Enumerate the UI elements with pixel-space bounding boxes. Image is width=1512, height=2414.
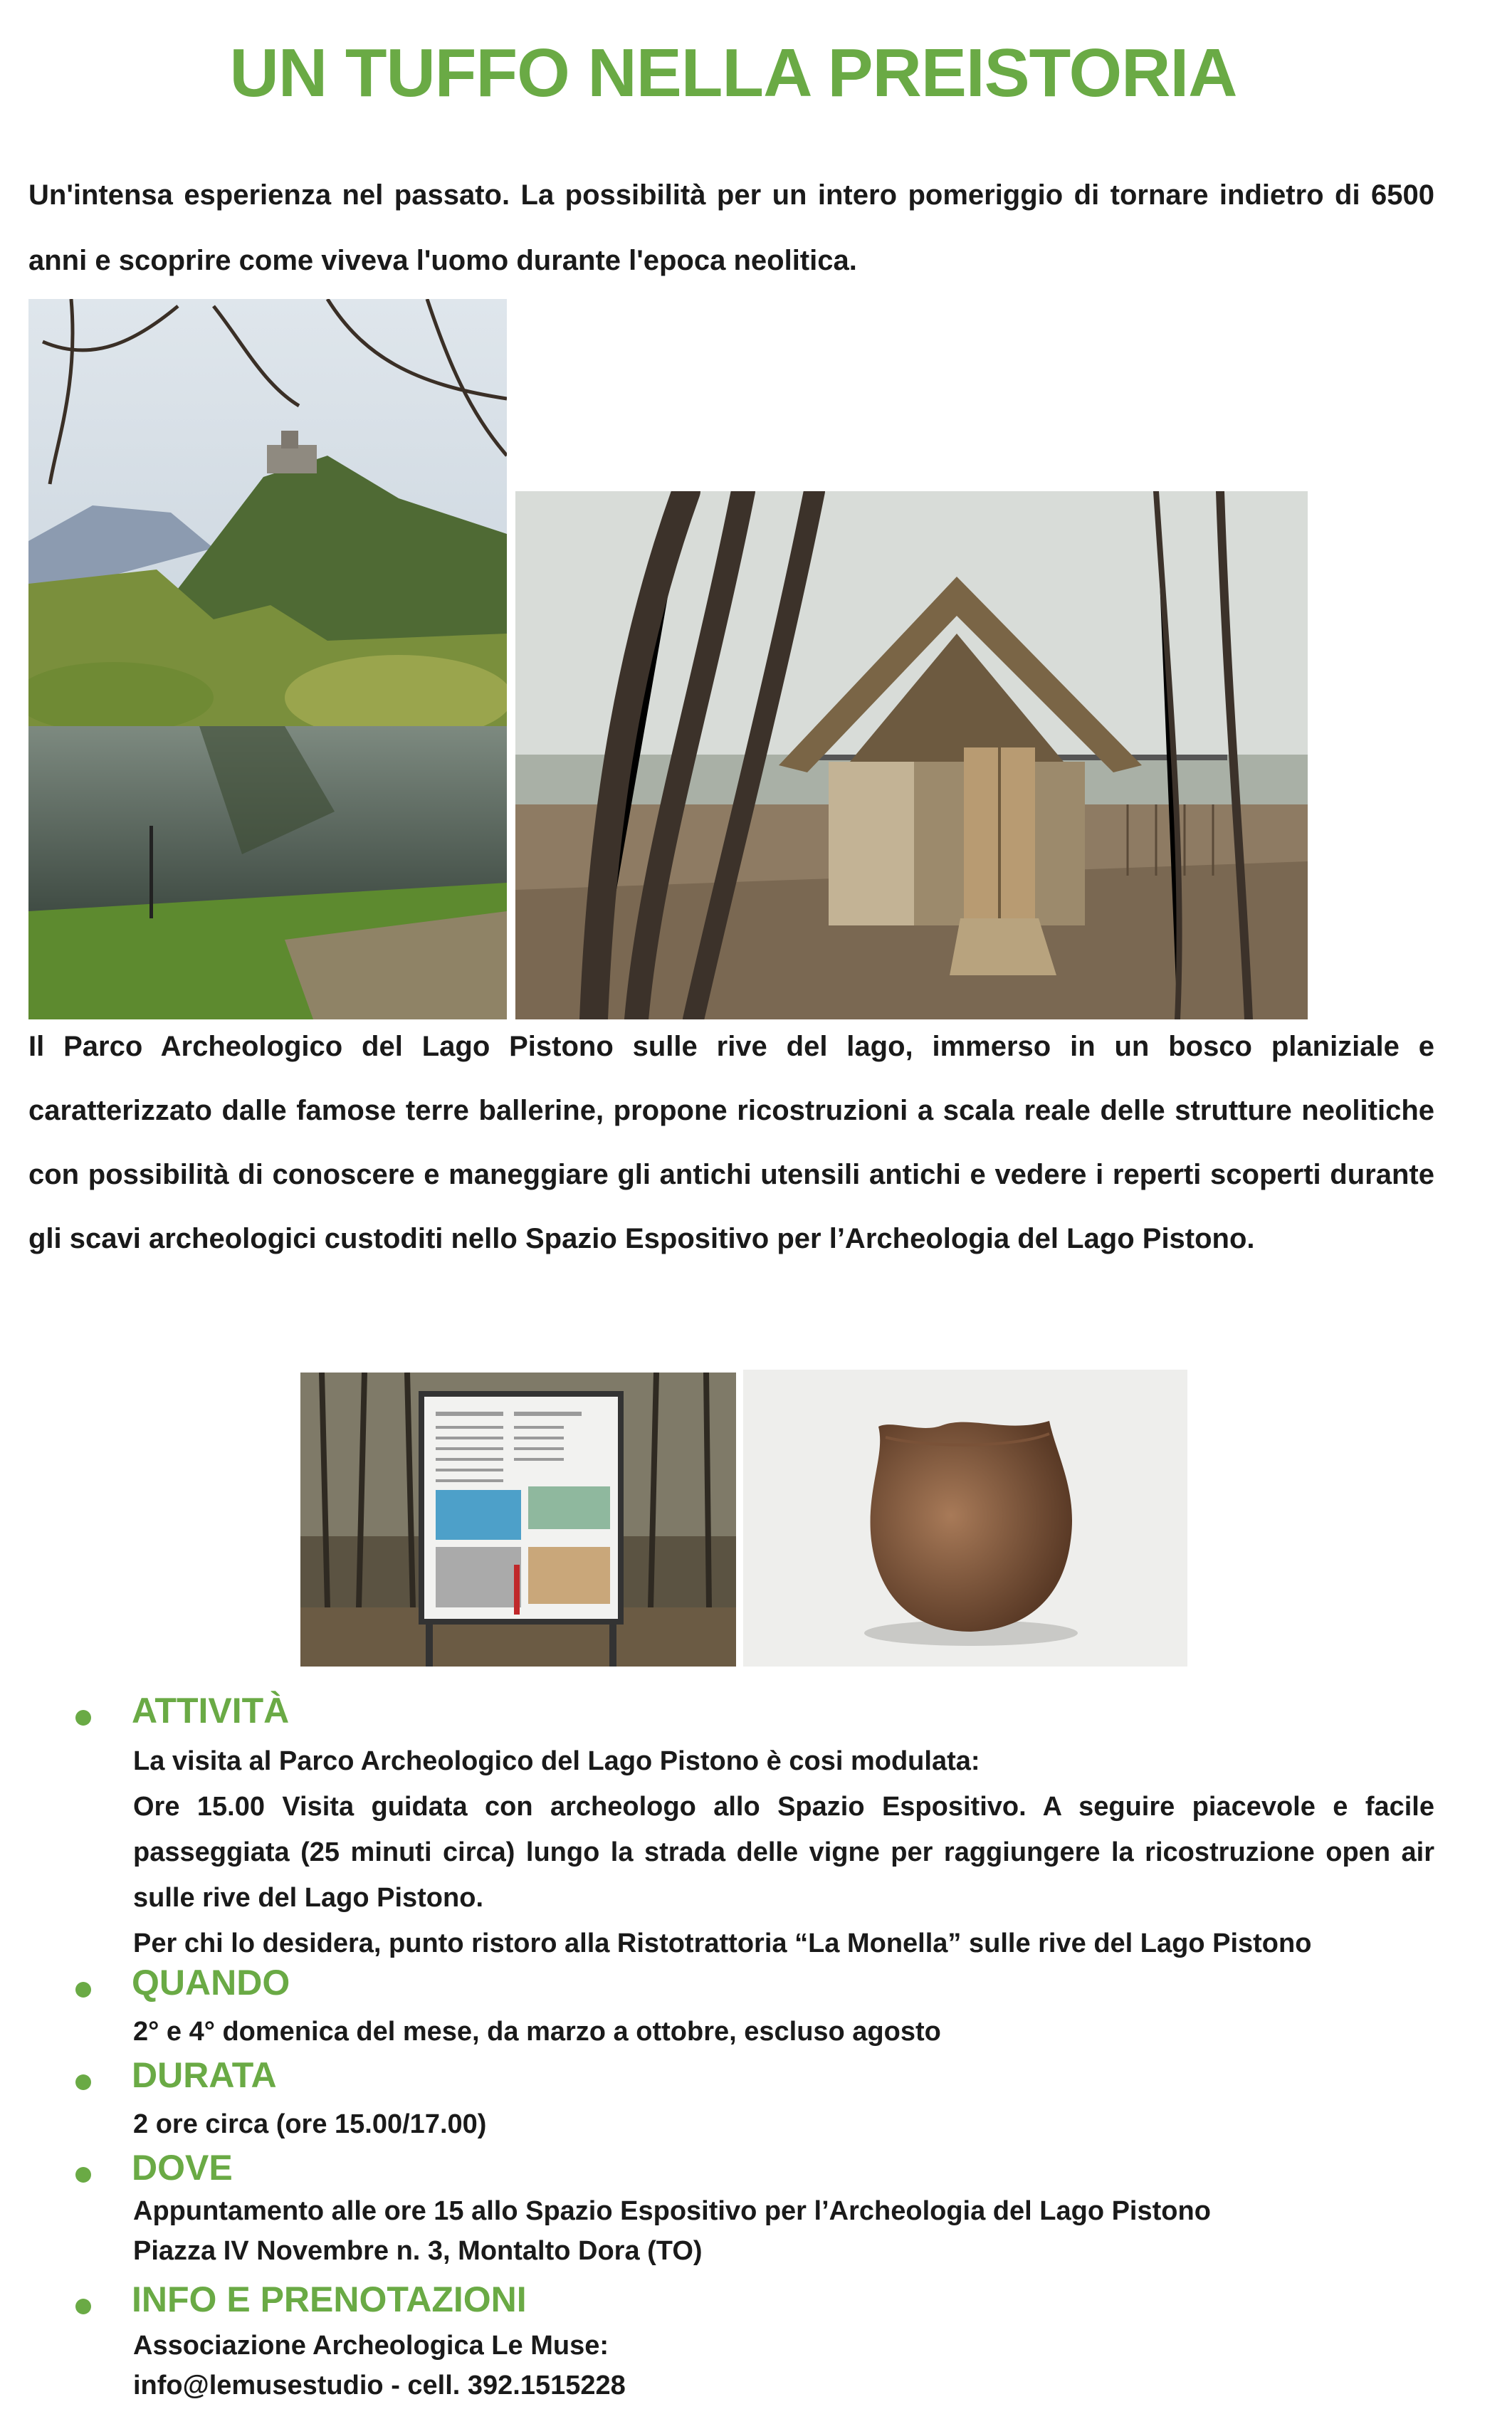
intro-paragraph: Un'intensa esperienza nel passato. La possibilità per un intero pomeriggio di tornare indietro di 6500 anni e scoprire come viveva l'uomo durante l'epoca neolitica.: [28, 179, 1434, 276]
section-title: DOVE: [132, 2148, 233, 2188]
lake-castle-photo: [28, 299, 507, 1019]
section-body: [133, 2009, 1434, 2054]
quando-line: 2° e 4° domenica del mese, da marzo a ottobre, escluso agosto: [133, 2017, 941, 2047]
bullet-icon: [75, 2299, 91, 2314]
section-body: [133, 2101, 1434, 2147]
attivita-line: Per chi lo desidera, punto ristoro alla Ristotrattoria “La Monella” sulle rive del Lago Pistono: [133, 1928, 1312, 1958]
attivita-line: Ore 15.00 Visita guidata con archeologo allo Spazio Espositivo. A seguire piacevole e facile passeggiata (25 minuti circa) lungo la strada delle vigne per raggiungere la ricostruzione open air sulle rive del Lago Pistono.: [133, 1792, 1434, 1913]
dove-line: Piazza IV Novembre n. 3, Montalto Dora (TO): [133, 2236, 703, 2266]
section-title: DURATA: [132, 2055, 277, 2095]
dove-line: Appuntamento alle ore 15 allo Spazio Espositivo per l’Archeologia del Lago Pistono: [133, 2196, 1211, 2226]
section-quando: [78, 1965, 1434, 2050]
section-body: [133, 1738, 1434, 1966]
section-body: [133, 2191, 1434, 2271]
section-durata: [78, 2057, 1434, 2143]
section-dove: [78, 2150, 1434, 2271]
attivita-line: La visita al Parco Archeologico del Lago Pistono è cosi modulata:: [133, 1746, 980, 1776]
section-title: QUANDO: [132, 1963, 290, 2003]
page-title: UN TUFFO NELLA PREISTORIA: [229, 35, 1237, 111]
section-body: [133, 2326, 1434, 2405]
info-line: Associazione Archeologica Le Muse:: [133, 2331, 609, 2361]
section-attivita: [78, 1693, 1434, 1956]
bullet-icon: [75, 1982, 91, 1998]
neolithic-hut-photo: [515, 491, 1308, 1019]
bullet-icon: [75, 2167, 91, 2183]
durata-line: 2 ore circa (ore 15.00/17.00): [133, 2109, 487, 2139]
section-title: ATTIVITÀ: [132, 1691, 290, 1731]
section-title: INFO E PRENOTAZIONI: [132, 2279, 527, 2319]
bullet-icon: [75, 1710, 91, 1726]
info-panel-photo: [300, 1373, 736, 1667]
contact-line: info@lemusestudio - cell. 392.1515228: [133, 2371, 626, 2400]
neolithic-pot-photo: [743, 1370, 1187, 1667]
park-description: Il Parco Archeologico del Lago Pistono sulle rive del lago, immerso in un bosco planiziale e caratterizzato dalle famose terre ballerine, propone ricostruzioni a scala reale delle strutture neolitiche con possibilità di conoscere e maneggiare gli antichi utensili antichi e vedere i reperti scoperti durante gli scavi archeologici custoditi nello Spazio Espositivo per l’Archeologia del Lago Pistono.: [28, 1031, 1434, 1254]
bullet-icon: [75, 2074, 91, 2090]
section-info: [78, 2279, 1434, 2410]
